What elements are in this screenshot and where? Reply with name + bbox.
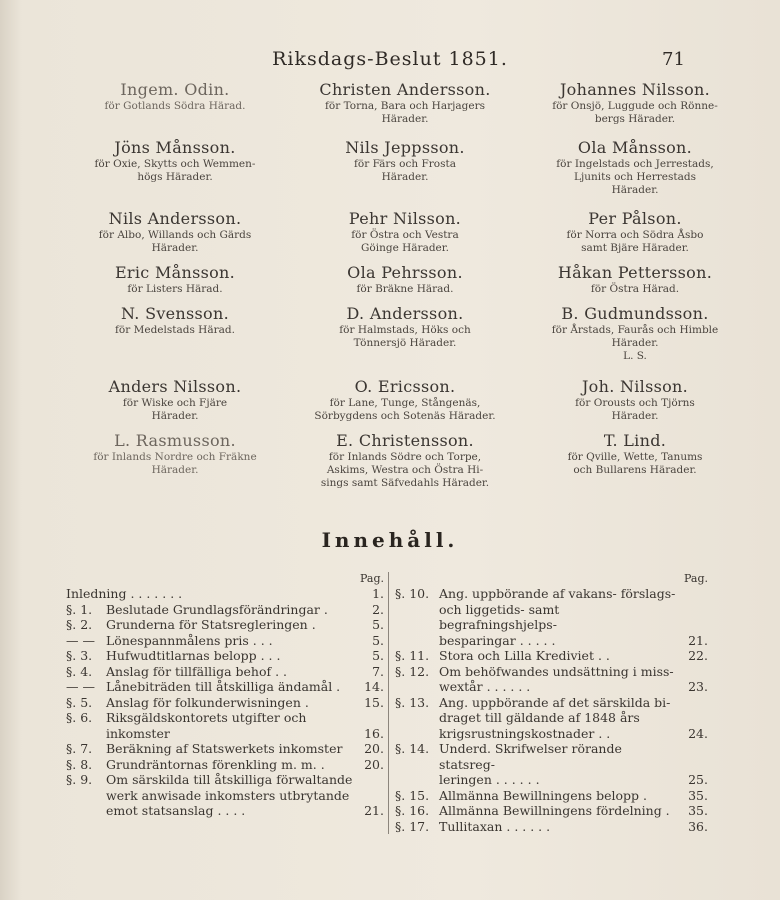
signatory (290, 80, 520, 126)
signatory (290, 138, 520, 197)
toc-entry (66, 664, 384, 680)
signatory-name: Johannes Nilsson. (559, 80, 711, 99)
toc-entry (395, 695, 708, 742)
signatory (290, 431, 520, 490)
toc-page-number: 2. (372, 601, 384, 617)
toc-entry-text: Riksgäldskontorets utgifter och inkomster (106, 710, 307, 741)
signatory-name: N. Svensson. (121, 304, 229, 323)
signatory-row (60, 209, 750, 255)
signatory-district: för Norra och Södra Åsbo samt Bjäre Härader. (566, 229, 704, 254)
toc-entry (66, 741, 384, 757)
toc-entry (66, 772, 384, 819)
toc-entry-text: Lånebiträden till åtskilliga ändamål . (106, 679, 341, 694)
signatory (290, 377, 520, 423)
toc-section-number: §. 17. (395, 818, 430, 834)
toc-entry-text: Beslutade Grundlagsförändringar . (106, 601, 328, 617)
signatory-row (60, 263, 750, 296)
signatory-name: T. Lind. (603, 431, 667, 450)
toc-entry (395, 648, 708, 664)
toc-page-number: 5. (372, 617, 384, 632)
signatory-district: för Inlands Nordre och Fräkne Härader. (93, 451, 257, 476)
toc-page-number: 35. (688, 803, 708, 818)
toc-section-number: §. 12. (395, 663, 430, 679)
toc-section-number: §. 7. (66, 741, 93, 756)
signatory (60, 209, 290, 255)
signatory-district: för Listers Härad. (127, 283, 223, 295)
signatories-block (60, 80, 750, 498)
toc-entry-text: Inledning . . . . . . . (66, 586, 183, 601)
toc-section-number: §. 13. (395, 694, 430, 710)
toc-page-number: 7. (372, 663, 384, 679)
signatory-row (60, 80, 750, 126)
toc-section-number: §. 11. (395, 648, 430, 663)
toc-entry (395, 664, 708, 695)
toc-section-number: §. 1. (66, 601, 93, 617)
signatory-name: L. Rasmusson. (114, 431, 236, 450)
toc-section-number: §. 5. (66, 694, 93, 710)
signatory-district: för Östra och Vestra Göinge Härader. (351, 229, 459, 254)
toc-entry (66, 633, 384, 649)
toc-entry-text: Hufwudtitlarnas belopp . . . (106, 648, 281, 663)
signatory-name: Ola Pehrsson. (347, 263, 463, 282)
signatory (60, 263, 290, 296)
toc-page-number: 22. (688, 648, 708, 663)
toc-entry-text: Anslag för folkunderwisningen . (106, 694, 309, 710)
toc-entry-text: Anslag för tillfälliga behof . . (106, 663, 288, 679)
signatory-row (60, 304, 750, 363)
toc-section-number: §. 3. (66, 648, 93, 663)
toc-page-number: 14. (364, 679, 384, 694)
signatory (520, 304, 750, 363)
signatory-name: O. Ericsson. (354, 377, 456, 396)
signatory-district: för Färs och Frosta Härader. (354, 158, 456, 183)
toc-entry-text: Ang. uppbörande af vakans- förslags- och liggetids- samt begrafningshjelps- besparingar . . . . . (439, 586, 676, 648)
signatory-district: för Onsjö, Luggude och Rönne- bergs Härader. (552, 100, 718, 125)
page-header-title: Riksdags-Beslut 1851. (272, 48, 508, 70)
toc-entry (66, 586, 384, 602)
signatory (290, 304, 520, 363)
toc-entry (395, 803, 708, 819)
toc-entry (395, 788, 708, 804)
signatory-name: Christen Andersson. (319, 80, 491, 99)
toc-page-number: 36. (688, 818, 708, 834)
signatory (520, 209, 750, 255)
signatory-name: Pehr Nilsson. (348, 209, 462, 228)
toc-entry-text: Tullitaxan . . . . . . (439, 818, 551, 834)
signatory-name: Jöns Månsson. (114, 138, 236, 157)
toc-section-number: §. 9. (66, 772, 93, 787)
toc-entry (66, 648, 384, 664)
signatory-district: för Halmstads, Höks och Tönnersjö Härader. (339, 324, 471, 349)
signatory-district: för Bräkne Härad. (356, 283, 454, 295)
toc-title: Innehåll. (321, 528, 459, 552)
toc-entry (395, 741, 708, 788)
toc-entry-text: Om behöfwandes undsättning i miss- wextår . . . . . . (439, 663, 674, 694)
toc-section-number: — — (66, 632, 95, 648)
toc-section-number: — — (66, 679, 95, 694)
signatory-name: Ingem. Odin. (120, 80, 230, 99)
toc-page-number: 21. (364, 803, 384, 818)
signatory-row (60, 138, 750, 197)
signatory-district: för Lane, Tunge, Stångenäs, Sörbygdens och Sotenäs Härader. (314, 397, 496, 422)
signatory-district: för Inlands Södre och Torpe, Askims, Westra och Östra Hi- sings samt Säfvedahls Härader. (320, 451, 490, 489)
toc-section-number: §. 2. (66, 617, 93, 632)
toc-entry-text: Ang. uppbörande af det särskilda bi- draget till gäldande af 1848 års krigsrustningskostnader . . (439, 694, 671, 741)
signatory-district: för Oxie, Skytts och Wemmen- högs Härader. (94, 158, 256, 183)
toc-entry-text: Allmänna Bewillningens belopp . (439, 787, 647, 803)
signatory (60, 304, 290, 363)
toc-entry (66, 710, 384, 741)
toc-pag-label: Pag. (683, 572, 708, 585)
signatory (520, 431, 750, 490)
signatory-name: Håkan Pettersson. (557, 263, 713, 282)
signatory-district: för Orousts och Tjörns Härader. (575, 397, 695, 422)
signatory-district: för Medelstads Härad. (115, 324, 235, 336)
toc-page-number: 35. (688, 787, 708, 803)
signatory-name: B. Gudmundsson. (561, 304, 709, 323)
signatory (290, 209, 520, 255)
toc-section-number: §. 14. (395, 741, 430, 756)
toc-entry-text: Beräkning af Statswerkets inkomster (106, 741, 343, 756)
signatory (520, 263, 750, 296)
signatory (60, 80, 290, 126)
signatory-district: för Ingelstads och Jerrestads, Ljunits och Herrestads Härader. (556, 158, 714, 196)
signatory-district: för Qville, Wette, Tanums och Bullarens Härader. (567, 451, 703, 476)
signatory-name: Per Pålson. (588, 209, 682, 228)
signatory-name: D. Andersson. (346, 304, 464, 323)
toc-page-number: 24. (688, 725, 708, 741)
toc-entry-text: Lönespannmålens pris . . . (106, 632, 273, 648)
toc-entry-text: Grundräntornas förenkling m. m. . (106, 756, 325, 772)
signatory-name: Eric Månsson. (114, 263, 236, 282)
toc-pag-label: Pag. (359, 572, 384, 585)
toc-entry (395, 819, 708, 835)
signatory-name: E. Christensson. (336, 431, 474, 450)
toc-entry (66, 617, 384, 633)
toc-entry (395, 586, 708, 648)
toc-page-number: 15. (364, 694, 384, 710)
signatory (520, 80, 750, 126)
signatory-name: Nils Andersson. (108, 209, 242, 228)
toc-entry-text: Allmänna Bewillningens fördelning . (439, 803, 670, 818)
toc-entry (66, 602, 384, 618)
toc-entry (66, 757, 384, 773)
toc-page-number: 20. (364, 741, 384, 756)
toc-page-number: 5. (372, 648, 384, 663)
page-number: 71 (662, 49, 685, 70)
signatory (60, 138, 290, 197)
signatory-district: för Wiske och Fjäre Härader. (122, 397, 228, 422)
toc-section-number: §. 6. (66, 710, 93, 725)
toc-page-number: 25. (688, 772, 708, 787)
toc-entry-text: Om särskilda till åtskilliga förwaltande werk anwisade inkomsters utbrytande emot statsanslag . . . . (106, 772, 353, 818)
toc-entry (66, 695, 384, 711)
signatory-row (60, 377, 750, 423)
toc-left-column (66, 572, 384, 819)
signatory-district: för Östra Härad. (590, 283, 680, 295)
signatory-district: för Albo, Willands och Gärds Härader. (98, 229, 252, 254)
signatory-district: för Gotlands Södra Härad. (104, 100, 246, 112)
signatory (290, 263, 520, 296)
toc-entry (66, 679, 384, 695)
toc-entry-text: Stora och Lilla Krediviet . . (439, 648, 610, 663)
signatory-district: för Torna, Bara och Harjagers Härader. (325, 100, 485, 125)
signatory (60, 377, 290, 423)
toc-entry-text: Underd. Skrifwelser rörande statsreg- leringen . . . . . . (439, 741, 622, 787)
toc-page-number: 16. (364, 725, 384, 741)
toc-entry-text: Grunderna för Statsregleringen . (106, 617, 316, 632)
toc-page-number: 20. (364, 756, 384, 772)
signatory (520, 138, 750, 197)
signatory-district: för Årstads, Faurås och Himble Härader. (551, 324, 719, 349)
signatory-name: Ola Månsson. (577, 138, 693, 157)
toc-page-number: 23. (688, 679, 708, 694)
signatory-name: Anders Nilsson. (108, 377, 242, 396)
signatory-name: Joh. Nilsson. (581, 377, 689, 396)
signatory (520, 377, 750, 423)
toc-section-number: §. 16. (395, 803, 430, 818)
toc-page-number: 21. (688, 632, 708, 648)
toc-section-number: §. 4. (66, 663, 93, 679)
toc-section-number: §. 8. (66, 756, 93, 772)
signatory-name: Nils Jeppsson. (345, 138, 465, 157)
toc-right-column (388, 572, 708, 834)
signatory (60, 431, 290, 490)
toc-page-number: 5. (372, 632, 384, 648)
toc-page-number: 1. (372, 586, 384, 601)
toc-section-number: §. 15. (395, 787, 430, 803)
toc-section-number: §. 10. (395, 586, 430, 601)
signatory-row (60, 431, 750, 490)
signatory-seal-note: L. S. (623, 350, 647, 362)
